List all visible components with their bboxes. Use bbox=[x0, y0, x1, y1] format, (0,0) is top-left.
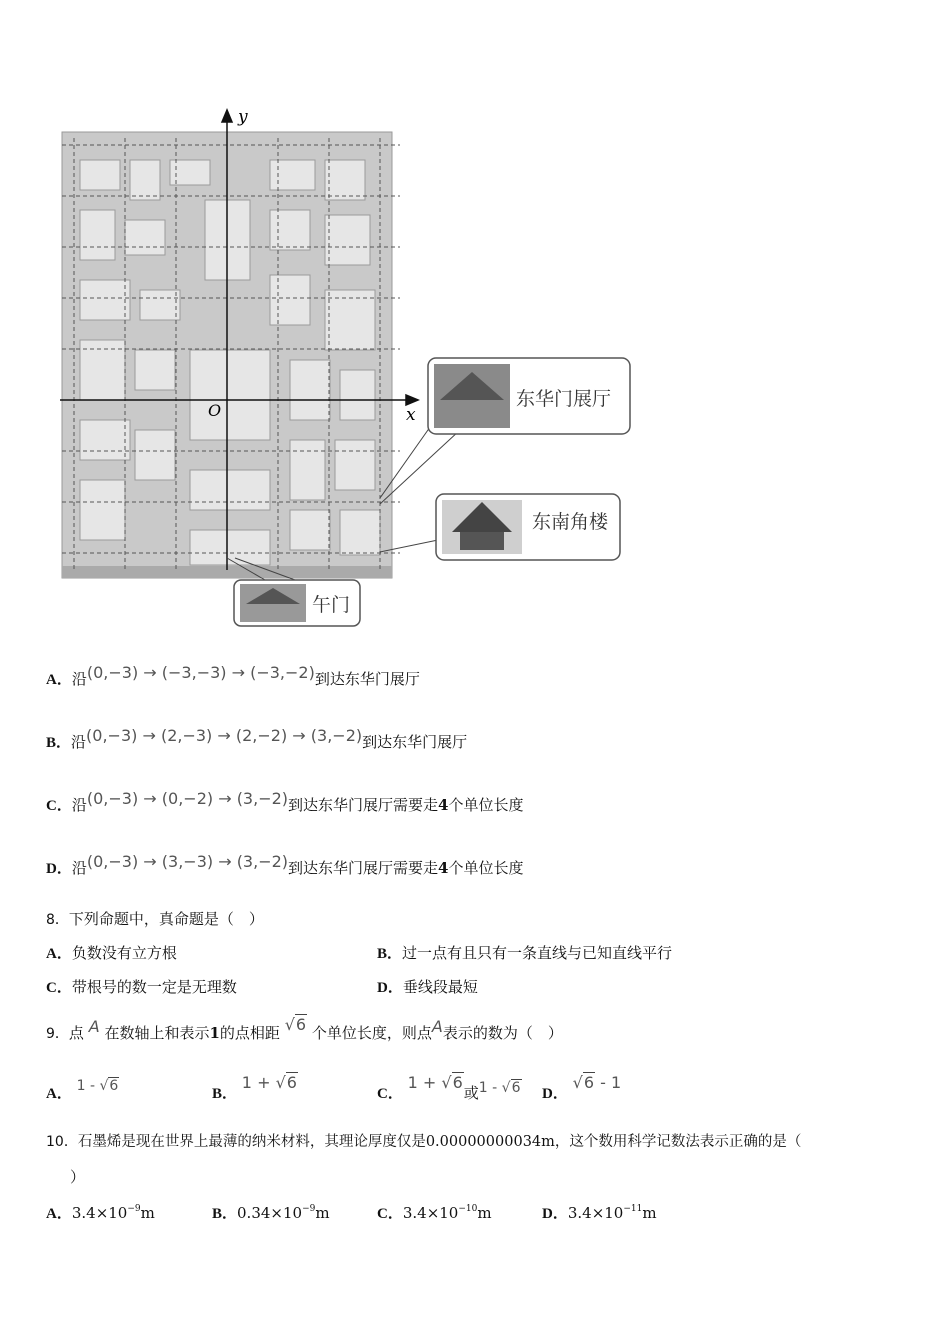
q7-option-c: C．沿(0,−3) → (0,−2) → (3,−2)到达东华门展厅需要走4个单位长度 bbox=[46, 789, 524, 814]
palace-map-figure bbox=[40, 100, 640, 640]
q8-option-a: A．负数没有立方根 bbox=[46, 944, 177, 962]
q9-sqrt6: √6 bbox=[284, 1015, 307, 1034]
q9-option-d: D． √6 - 1 bbox=[542, 1073, 622, 1102]
q9-stem: 9．点 A 在数轴上和表示1的点相距 √6 个单位长度，则点A表示的数为（ ） bbox=[46, 1015, 563, 1042]
q9-option-c: C． 1 + √6或1 - √6 bbox=[377, 1073, 521, 1102]
q7-option-b: B．沿(0,−3) → (2,−3) → (2,−2) → (3,−2)到达东华门展厅 bbox=[46, 726, 468, 751]
q8-option-c: C．带根号的数一定是无理数 bbox=[46, 978, 237, 996]
q8-stem: 8．下列命题中，真命题是（ ） bbox=[46, 910, 264, 928]
q10-option-d: D．$3.4\times 10^{-11}m$ bbox=[542, 1204, 657, 1222]
q7-option-a-path: (0,−3) → (−3,−3) → (−3,−2) bbox=[86, 663, 315, 682]
q9-option-b: B． 1 + √6 bbox=[212, 1073, 297, 1102]
q10-option-a: A．$3.4\times 10^{-9}m$ bbox=[46, 1204, 155, 1222]
origin-label: O bbox=[208, 401, 222, 420]
x-axis-label: x bbox=[406, 405, 416, 425]
q9-var-a: A bbox=[88, 1017, 100, 1036]
q10-option-c: C．$3.4\times 10^{-10}m$ bbox=[377, 1204, 492, 1222]
q7-option-d-path: (0,−3) → (3,−3) → (3,−2) bbox=[86, 852, 289, 871]
q9-option-a: A． 1 - √6 bbox=[46, 1078, 119, 1102]
q9-var-a-2: A bbox=[431, 1017, 443, 1036]
q10-stem-end: ） bbox=[70, 1168, 86, 1186]
q7-option-a: A．沿(0,−3) → (−3,−3) → (−3,−2)到达东华门展厅 bbox=[46, 663, 420, 688]
q10-option-b: B．$0.34\times 10^{-9}m$ bbox=[212, 1204, 330, 1222]
callout-east-gate-text: 东华门展厅 bbox=[516, 388, 612, 410]
q10-stem: 10．石墨烯是现在世界上最薄的纳米材料，其理论厚度仅是0.00000000034m，这个数用科学记数法表示正确的是（ bbox=[46, 1134, 802, 1150]
q7-option-d: D．沿(0,−3) → (3,−3) → (3,−2)到达东华门展厅需要走4个单位长度 bbox=[46, 852, 524, 877]
callout-meridian-gate-text: 午门 bbox=[312, 594, 351, 616]
q7-option-c-path: (0,−3) → (0,−2) → (3,−2) bbox=[86, 789, 289, 808]
callout-corner-tower-text: 东南角楼 bbox=[532, 511, 609, 533]
q7-option-b-path: (0,−3) → (2,−3) → (2,−2) → (3,−2) bbox=[86, 726, 363, 745]
y-axis-label: y bbox=[238, 107, 248, 127]
q8-option-b: B．过一点有且只有一条直线与已知直线平行 bbox=[377, 944, 673, 962]
q8-option-d: D．垂线段最短 bbox=[377, 978, 478, 996]
